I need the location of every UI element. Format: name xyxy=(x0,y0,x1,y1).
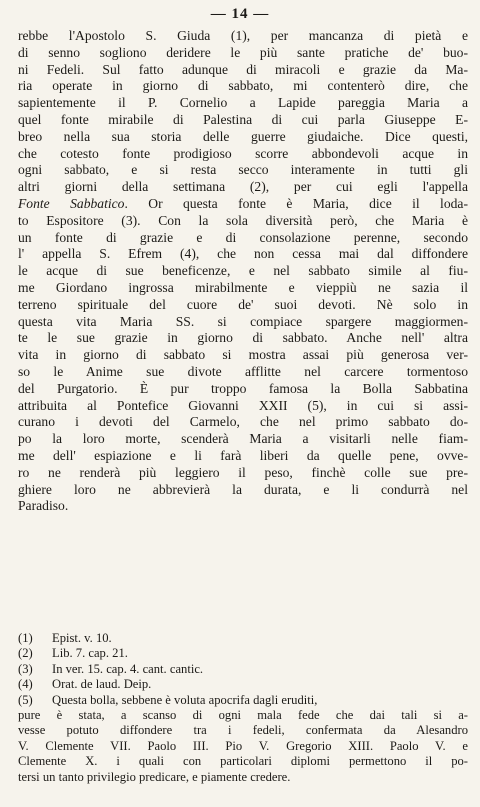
text-line: che cotesto fonte prodigioso scorre abbondevoli acque in xyxy=(18,145,468,161)
footnotes xyxy=(18,631,468,785)
text-line: me Giordano ingrossa mirabilmente e vieppiù ne sazia il xyxy=(18,279,468,295)
footnote-continuation: tersi un tanto privilegio predicare, e piamente credere. xyxy=(18,769,291,784)
footnote xyxy=(18,646,468,661)
text-line: so le Anime sue divote afflitte nel carcere tormentoso xyxy=(18,363,468,379)
text-line: del Purgatorio. È pur troppo famosa la Bolla Sabbatina xyxy=(18,380,468,396)
footnote-number: (1) xyxy=(18,631,33,645)
text-line: ria operate in giorno di sabbato, mi contenterò dire, che xyxy=(18,78,468,94)
text-line: sapientemente il P. Cornelio a Lapide pareggia Maria a xyxy=(18,95,468,111)
main-text xyxy=(18,28,468,515)
text-line: curano i devoti del Carmelo, che nel primo sabbato do- xyxy=(18,414,468,430)
footnote-number: (3) xyxy=(18,661,33,676)
text-line: altri giorni della settimana (2), per cui egli l'appella xyxy=(18,179,468,195)
footnote-number: (5) xyxy=(18,692,33,707)
text-line: Paradiso. xyxy=(18,498,69,514)
footnote xyxy=(18,693,468,708)
footnote-text: In ver. 15. cap. 4. cant. cantic. xyxy=(52,661,204,676)
text-line: to Espositore (3). Con la sola diversità però, che Maria è xyxy=(18,212,468,228)
footnote xyxy=(18,677,468,692)
footnote-text: Questa bolla, sebbene è voluta apocrifa dagli eruditi, xyxy=(52,692,318,707)
footnote-continuation: vesse potuto diffondere tra i fedeli, confermata da Alesandro xyxy=(18,723,468,738)
footnote-continuation: V. Clemente VII. Paolo III. Pio V. Gregorio XIII. Paolo V. e xyxy=(18,738,468,753)
text-line: ogni sabbato, e si resta secco interamente in tutti gli xyxy=(18,162,468,178)
text-line: quel fonte mirabile di Palestina di cui parla Giuseppe E- xyxy=(18,111,468,127)
footnote xyxy=(18,631,468,646)
text-line: le acque di sue beneficenze, e nel sabbato simile al fiu- xyxy=(18,263,468,279)
text-line: ni Fedeli. Sul fatto adunque di miracoli e grazie da Ma- xyxy=(18,61,468,77)
text-line: vita in giorno di sabbato si mostra assai più generosa ver- xyxy=(18,347,468,363)
text-line: attribuita al Pontefice Giovanni XXII (5), in cui si assi- xyxy=(18,397,468,413)
text-line: un fonte di grazie e di consolazione perenne, secondo xyxy=(18,229,468,245)
text-line xyxy=(18,196,468,213)
footnote-number: (2) xyxy=(18,646,33,661)
footnote-text: Lib. 7. cap. 21. xyxy=(52,646,128,661)
text-line: rebbe l'Apostolo S. Giuda (1), per mancanza di pietà e xyxy=(18,28,468,43)
footnote-text: Epist. v. 10. xyxy=(52,631,112,645)
text-line: ghiere loro ne abbrevierà la durata, e li condurrà nel xyxy=(18,481,468,497)
text-line: ro ne renderà più leggiero il peso, finchè colle sue pre- xyxy=(18,464,468,480)
text-line: di senno sogliono deridere le più sante pratiche de' buo- xyxy=(18,44,468,60)
text-line: me dell' espiazione e li farà liberi da quelle pene, ovve- xyxy=(18,447,468,463)
footnote-continuation: pure è stata, a scanso di ogni mala fede che dai tali si a- xyxy=(18,707,468,722)
footnote-text: Orat. de laud. Deip. xyxy=(52,677,152,692)
footnote xyxy=(18,662,468,677)
page-number: — 14 — xyxy=(210,6,270,22)
text-line: questa vita Maria SS. si compiace spargere maggiormen- xyxy=(18,313,468,329)
footnote-number: (4) xyxy=(18,677,33,692)
text-line: terreno spirituale del cuore de' suoi devoti. Nè solo in xyxy=(18,296,468,312)
text-line: po la loro morte, scenderà Maria a visitarli nelle fiam- xyxy=(18,431,468,447)
italic-phrase: Fonte Sabbatico xyxy=(18,195,125,211)
text-line-rest: . Or questa fonte è Maria, dice il loda- xyxy=(124,195,468,211)
footnote-continuation: Clemente X. i quali con particolari diplomi permettono il po- xyxy=(18,754,468,769)
text-line: breo nella sua storia delle guerre giudaiche. Dice questi, xyxy=(18,128,468,144)
text-line: te le sue grazie in giorno di sabbato. Anche nell' altra xyxy=(18,330,468,346)
text-line: l' appella S. Efrem (4), che non cessa mai dal diffondere xyxy=(18,246,468,262)
